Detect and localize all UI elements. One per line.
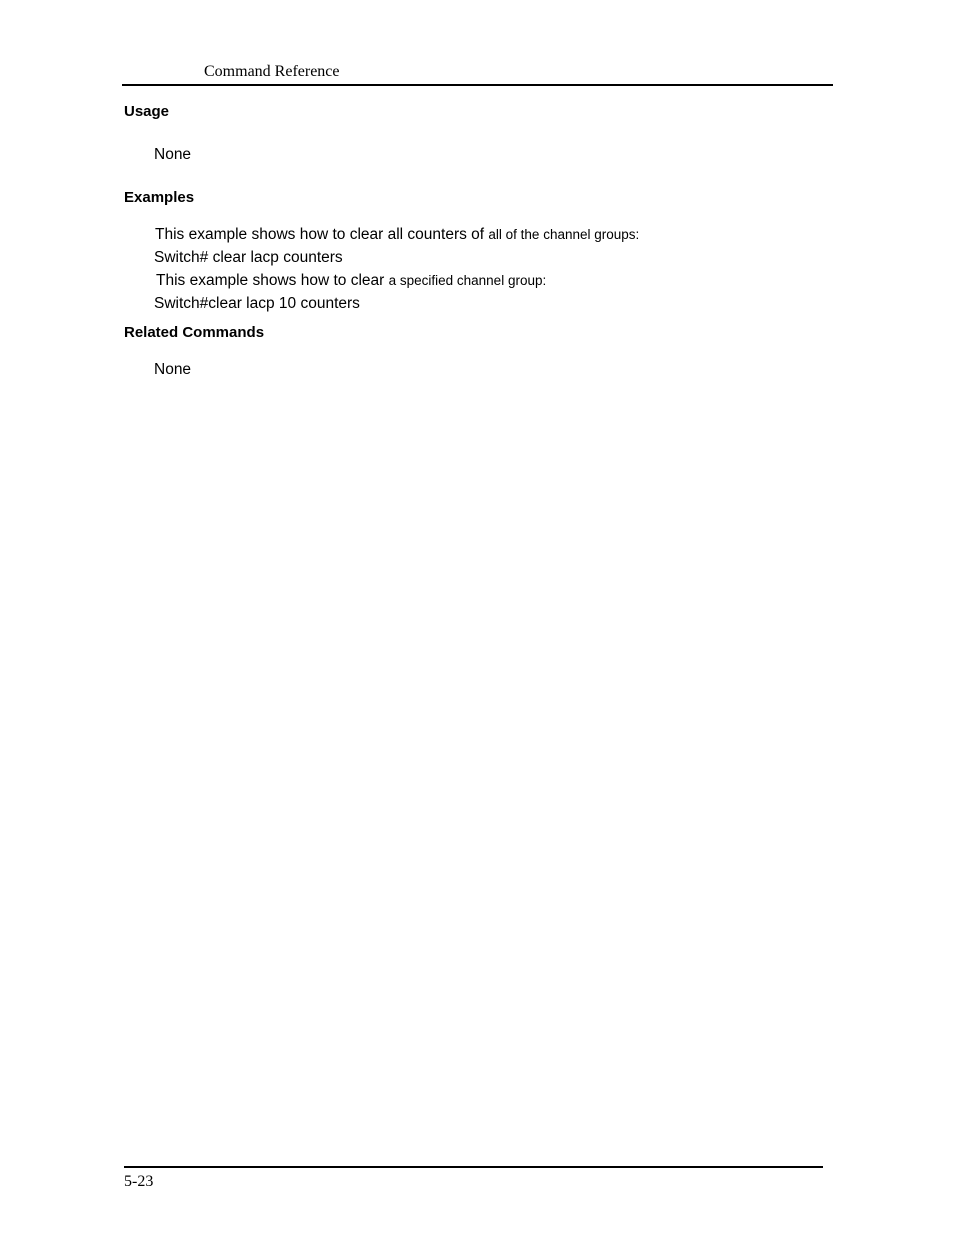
usage-heading: Usage xyxy=(124,103,170,120)
page-number: 5-23 xyxy=(124,1173,154,1190)
related-commands-heading: Related Commands xyxy=(124,324,265,341)
example2-description-small: a specified channel group: xyxy=(388,273,547,288)
footer-divider xyxy=(124,1166,823,1168)
examples-heading: Examples xyxy=(124,189,195,206)
example1-command: Switch# clear lacp counters xyxy=(154,249,343,266)
example1-description xyxy=(155,225,639,245)
example2-description-main: This example shows how to clear xyxy=(156,272,389,289)
header-divider xyxy=(122,84,833,86)
usage-text: None xyxy=(154,146,192,163)
example1-description-small: all of the channel groups: xyxy=(488,227,640,242)
example2-command: Switch#clear lacp 10 counters xyxy=(154,295,360,312)
related-commands-text: None xyxy=(154,361,192,378)
running-header-title: Command Reference xyxy=(204,63,340,80)
example1-description-main: This example shows how to clear all counters of xyxy=(155,226,489,243)
example2-description xyxy=(156,271,546,291)
